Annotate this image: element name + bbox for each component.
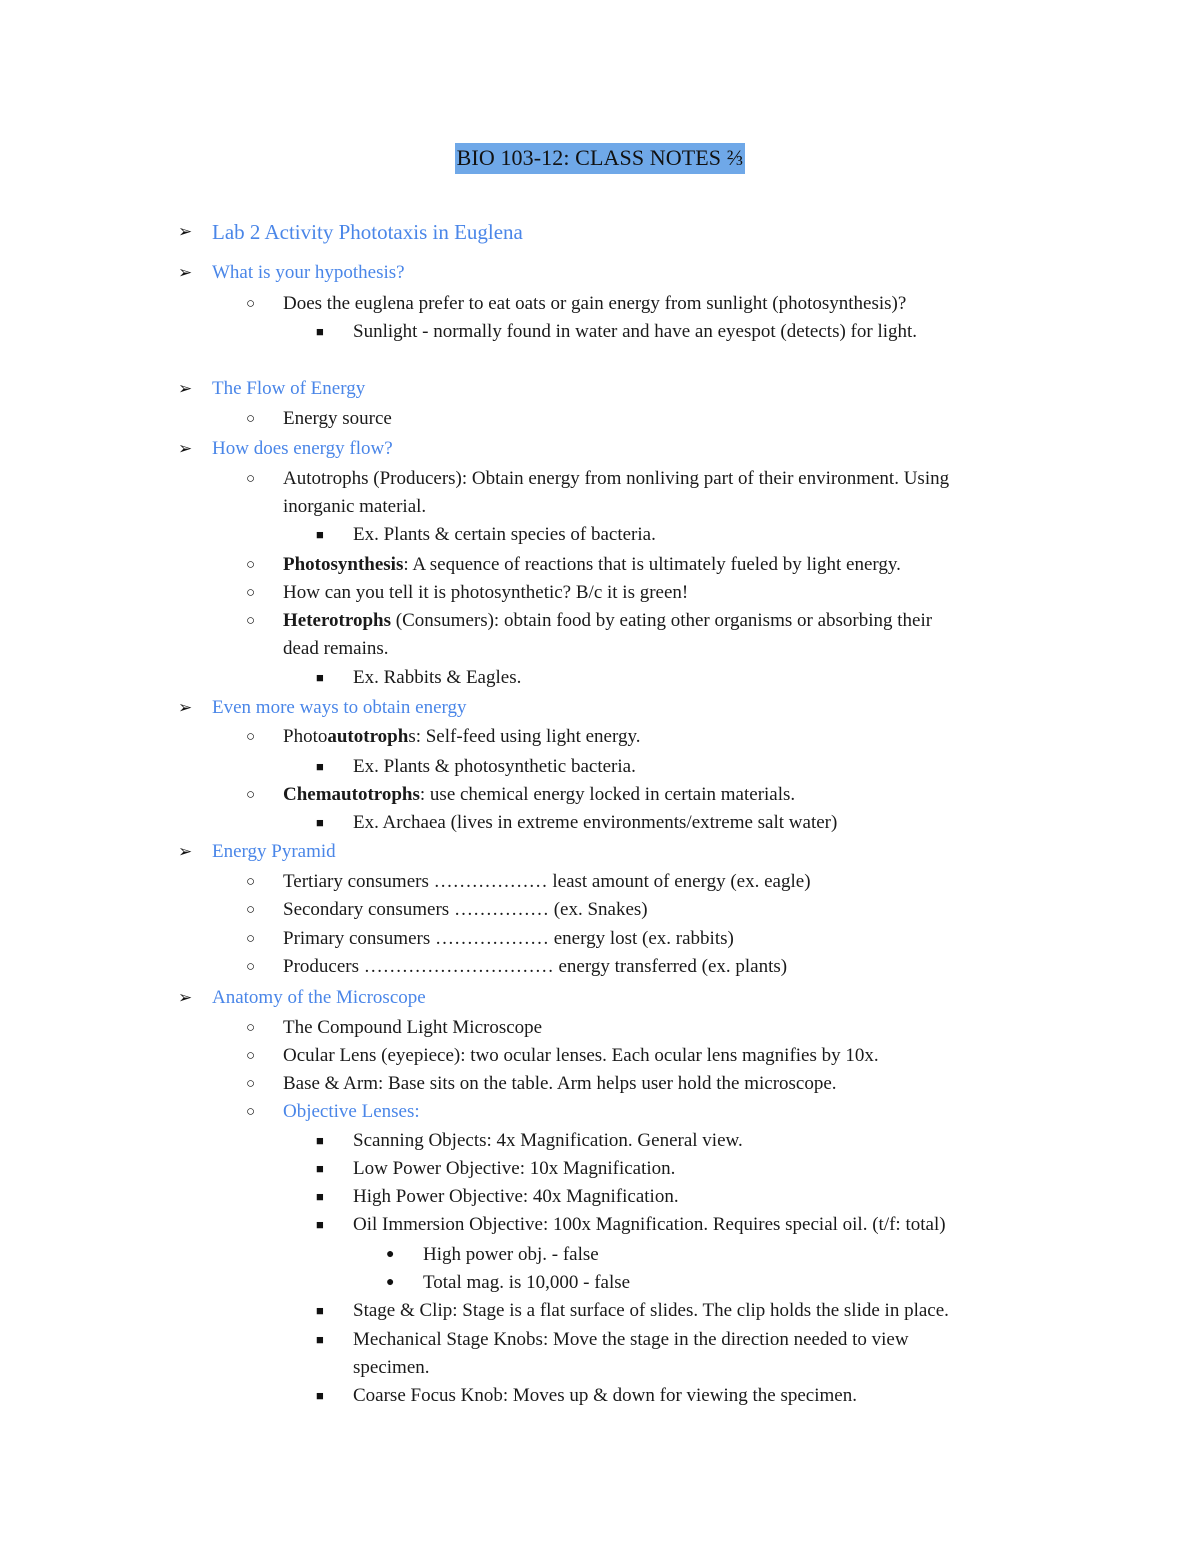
title-wrap	[0, 143, 1200, 174]
scanning-objective: Scanning Objects: 4x Magnification. General view.	[353, 1130, 743, 1151]
pyramid-secondary: Secondary consumers …………… (ex. Snakes)	[283, 899, 648, 920]
page-title: BIO 103-12: CLASS NOTES ⅔	[455, 143, 746, 174]
photo-prefix: Photo	[283, 726, 328, 747]
autotrophs-line-2: inorganic material.	[283, 496, 427, 517]
photosynthesis-term: Photosynthesis	[283, 554, 404, 575]
arrow-bullet-icon: ➢	[178, 988, 193, 1007]
dot-bullet-icon: ●	[386, 1247, 395, 1262]
arrow-bullet-icon: ➢	[178, 222, 193, 241]
ex-photo-bacteria: Ex. Plants & photosynthetic bacteria.	[353, 756, 636, 777]
square-bullet-icon: ■	[316, 1161, 324, 1176]
square-bullet-icon: ■	[316, 1217, 324, 1232]
circle-bullet-icon: ○	[246, 613, 256, 629]
high-power-obj-false: High power obj. - false	[423, 1244, 599, 1265]
circle-bullet-icon: ○	[246, 1048, 256, 1064]
arrow-bullet-icon: ➢	[178, 842, 193, 861]
coarse-focus-knob: Coarse Focus Knob: Moves up & down for viewing the specimen.	[353, 1385, 857, 1406]
arrow-bullet-icon: ➢	[178, 263, 193, 282]
sunlight-note: Sunlight - normally found in water and have an eyespot (detects) for light.	[353, 321, 918, 342]
heading-lab2: Lab 2 Activity Phototaxis in Euglena	[212, 220, 523, 244]
energy-source: Energy source	[283, 408, 392, 429]
ex-archaea: Ex. Archaea (lives in extreme environments/extreme salt water)	[353, 812, 838, 833]
circle-bullet-icon: ○	[246, 729, 256, 745]
square-bullet-icon: ■	[316, 1189, 324, 1204]
square-bullet-icon: ■	[316, 815, 324, 830]
circle-bullet-icon: ○	[246, 931, 256, 947]
oil-immersion-objective: Oil Immersion Objective: 100x Magnification. Requires special oil. (t/f: total)	[353, 1214, 946, 1235]
circle-bullet-icon: ○	[246, 1020, 256, 1036]
photo-bold: autotroph	[327, 726, 409, 747]
pyramid-producers: Producers ………………………… energy transferred (ex. plants)	[283, 956, 788, 977]
mechanical-stage-line-1: Mechanical Stage Knobs: Move the stage in the direction needed to view	[353, 1329, 909, 1350]
compound-microscope: The Compound Light Microscope	[283, 1017, 543, 1038]
chemo-term: Chemautotrophs	[283, 784, 420, 805]
heterotrophs-line-1	[283, 609, 932, 633]
photosynthesis-line	[283, 553, 901, 577]
circle-bullet-icon: ○	[246, 411, 256, 427]
square-bullet-icon: ■	[316, 527, 324, 542]
ex-plants-bacteria: Ex. Plants & certain species of bacteria.	[353, 524, 656, 545]
heading-how-energy-flow: How does energy flow?	[212, 438, 393, 459]
heading-hypothesis: What is your hypothesis?	[212, 262, 405, 283]
chemautotrophs-line	[283, 783, 795, 807]
square-bullet-icon: ■	[316, 1303, 324, 1318]
circle-bullet-icon: ○	[246, 296, 256, 312]
heading-energy-pyramid: Energy Pyramid	[212, 841, 336, 862]
circle-bullet-icon: ○	[246, 787, 256, 803]
heading-microscope: Anatomy of the Microscope	[212, 987, 426, 1008]
heterotrophs-def: (Consumers): obtain food by eating other organisms or absorbing their	[391, 610, 933, 631]
low-power-objective: Low Power Objective: 10x Magnification.	[353, 1158, 676, 1179]
square-bullet-icon: ■	[316, 759, 324, 774]
photoautotrophs-line	[283, 725, 641, 749]
total-mag-false: Total mag. is 10,000 - false	[423, 1272, 631, 1293]
square-bullet-icon: ■	[316, 324, 324, 339]
circle-bullet-icon: ○	[246, 1104, 256, 1120]
ocular-lens: Ocular Lens (eyepiece): two ocular lenses. Each ocular lens magnifies by 10x.	[283, 1045, 879, 1066]
heterotrophs-line-2: dead remains.	[283, 638, 389, 659]
heading-more-ways: Even more ways to obtain energy	[212, 697, 467, 718]
photo-rest: s: Self-feed using light energy.	[408, 726, 641, 747]
circle-bullet-icon: ○	[246, 471, 256, 487]
heterotrophs-term: Heterotrophs	[283, 610, 392, 631]
pyramid-primary: Primary consumers ……………… energy lost (ex. rabbits)	[283, 928, 734, 949]
pyramid-tertiary: Tertiary consumers ……………… least amount of energy (ex. eagle)	[283, 871, 811, 892]
square-bullet-icon: ■	[316, 1332, 324, 1347]
chemo-def: : use chemical energy locked in certain materials.	[419, 784, 796, 805]
high-power-objective: High Power Objective: 40x Magnification.	[353, 1186, 679, 1207]
autotrophs-line-1: Autotrophs (Producers): Obtain energy from nonliving part of their environment. Using	[283, 468, 950, 489]
circle-bullet-icon: ○	[246, 585, 256, 601]
dot-bullet-icon: ●	[386, 1275, 395, 1290]
photosynthetic-question: How can you tell it is photosynthetic? B/c it is green!	[283, 582, 689, 603]
photosynthesis-def: : A sequence of reactions that is ultimately fueled by light energy.	[403, 554, 901, 575]
arrow-bullet-icon: ➢	[178, 698, 193, 717]
circle-bullet-icon: ○	[246, 1076, 256, 1092]
heading-flow-of-energy: The Flow of Energy	[212, 378, 366, 399]
circle-bullet-icon: ○	[246, 902, 256, 918]
mechanical-stage-line-2: specimen.	[353, 1357, 430, 1378]
ex-rabbits: Ex. Rabbits & Eagles.	[353, 667, 522, 688]
base-arm: Base & Arm: Base sits on the table. Arm helps user hold the microscope.	[283, 1073, 837, 1094]
stage-clip: Stage & Clip: Stage is a flat surface of slides. The clip holds the slide in place.	[353, 1300, 949, 1321]
objective-lenses-heading: Objective Lenses:	[283, 1101, 420, 1122]
arrow-bullet-icon: ➢	[178, 379, 193, 398]
circle-bullet-icon: ○	[246, 557, 256, 573]
square-bullet-icon: ■	[316, 1388, 324, 1403]
square-bullet-icon: ■	[316, 1133, 324, 1148]
square-bullet-icon: ■	[316, 670, 324, 685]
arrow-bullet-icon: ➢	[178, 439, 193, 458]
circle-bullet-icon: ○	[246, 959, 256, 975]
euglena-question: Does the euglena prefer to eat oats or gain energy from sunlight (photosynthesis)?	[283, 293, 907, 314]
circle-bullet-icon: ○	[246, 874, 256, 890]
